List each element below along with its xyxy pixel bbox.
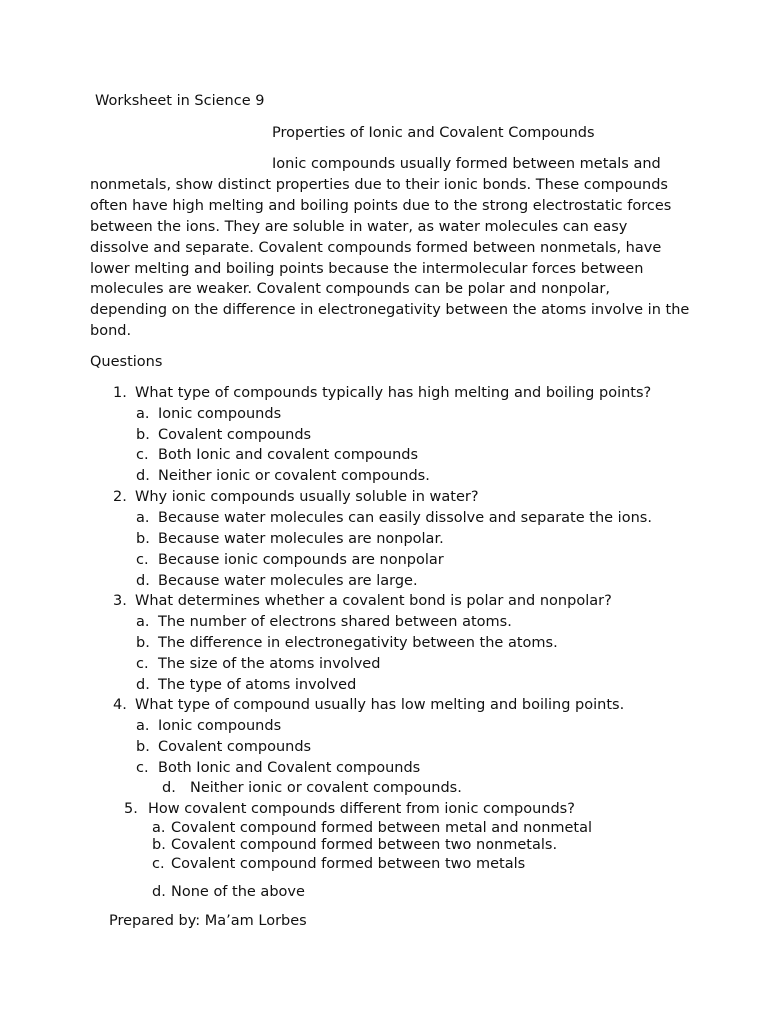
intro-paragraph	[90, 154, 690, 342]
option-text: Because water molecules are nonpolar.	[158, 531, 444, 547]
option-text: The number of electrons shared between atoms.	[158, 614, 512, 630]
question-number: 5.	[124, 801, 138, 817]
option-letter: c.	[152, 856, 165, 872]
option-text: Because water molecules are large.	[158, 573, 418, 589]
option-letter: c.	[136, 552, 149, 568]
option-text: None of the above	[171, 884, 305, 900]
questions-heading: Questions	[90, 354, 163, 370]
option-letter: c.	[136, 656, 149, 672]
option-letter: b.	[136, 739, 150, 755]
prepared-by: Prepared by: Ma’am Lorbes	[109, 913, 307, 929]
option-letter: b.	[136, 427, 150, 443]
option-letter: b.	[152, 837, 166, 853]
option-letter: a.	[136, 510, 150, 526]
option-letter: a.	[136, 406, 150, 422]
option-text: Covalent compounds	[158, 427, 312, 443]
option-text: The type of atoms involved	[158, 677, 357, 693]
document-title: Properties of Ionic and Covalent Compounds	[272, 125, 595, 141]
question-number: 3.	[113, 593, 127, 609]
option-text: Because ionic compounds are nonpolar	[158, 552, 444, 568]
question-number: 1.	[113, 385, 127, 401]
option-letter: d.	[136, 573, 150, 589]
question-text: What determines whether a covalent bond is polar and nonpolar?	[135, 593, 612, 609]
option-text: Covalent compound formed between two metals	[171, 856, 526, 872]
question-text: Why ionic compounds usually soluble in water?	[135, 489, 479, 505]
option-text: Covalent compounds	[158, 739, 312, 755]
option-text: Both Ionic and Covalent compounds	[158, 760, 421, 776]
option-letter: a.	[152, 820, 166, 836]
option-letter: a.	[136, 614, 150, 630]
intro-text: Ionic compounds usually formed between metals and nonmetals, show distinct properties due to their ionic bonds. These compounds often have high melting and boiling points due to the strong electrostatic forces between the ions. They are soluble in water, as water molecules can easy dissolve and separate. Covalent compounds formed between nonmetals, have lower melting and boiling points because the intermolecular forces between molecules are weaker. Covalent compounds can be polar and nonpolar, depending on the difference in electronegativity between the atoms involve in the bond.	[90, 156, 690, 340]
option-letter: c.	[136, 760, 149, 776]
option-letter: d.	[152, 884, 166, 900]
option-text: Ionic compounds	[158, 406, 282, 422]
option-text: The size of the atoms involved	[158, 656, 381, 672]
option-letter: d.	[136, 468, 150, 484]
option-letter: c.	[136, 447, 149, 463]
option-letter: d.	[162, 780, 176, 796]
option-text: Because water molecules can easily dissolve and separate the ions.	[158, 510, 652, 526]
option-letter: d.	[136, 677, 150, 693]
option-text: Ionic compounds	[158, 718, 282, 734]
option-text: Neither ionic or covalent compounds.	[158, 468, 430, 484]
option-text: Covalent compound formed between metal and nonmetal	[171, 820, 593, 836]
question-text: What type of compound usually has low melting and boiling points.	[135, 697, 625, 713]
question-number: 2.	[113, 489, 127, 505]
option-text: The difference in electronegativity between the atoms.	[158, 635, 558, 651]
option-letter: a.	[136, 718, 150, 734]
option-text: Both Ionic and covalent compounds	[158, 447, 419, 463]
question-number: 4.	[113, 697, 127, 713]
question-text: What type of compounds typically has high melting and boiling points?	[135, 385, 652, 401]
option-letter: b.	[136, 531, 150, 547]
question-text: How covalent compounds different from ionic compounds?	[148, 801, 575, 817]
worksheet-header: Worksheet in Science 9	[95, 93, 265, 109]
option-text: Covalent compound formed between two nonmetals.	[171, 837, 558, 853]
option-letter: b.	[136, 635, 150, 651]
option-text: Neither ionic or covalent compounds.	[190, 780, 462, 796]
